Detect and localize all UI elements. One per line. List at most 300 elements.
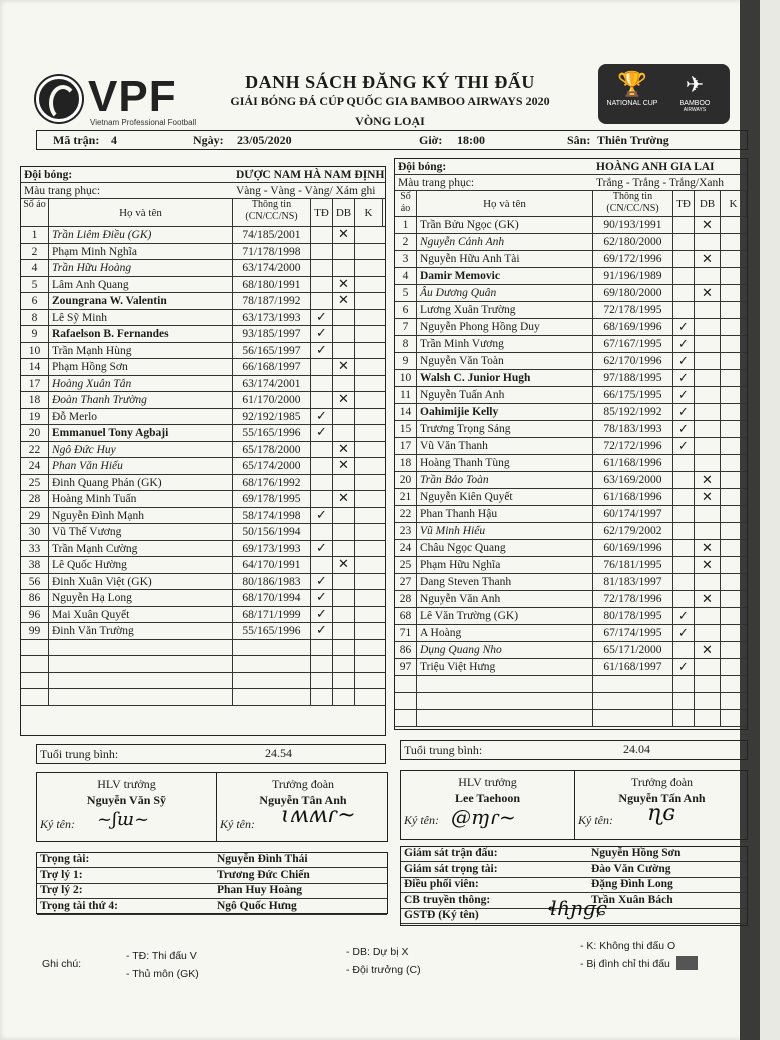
player-row: [21, 590, 385, 607]
player-db: ✕: [333, 442, 355, 458]
player-td: [673, 642, 695, 658]
legend-title: Ghi chú:: [42, 958, 82, 970]
player-info: 58/174/1998: [233, 508, 311, 524]
player-name: Phạm Minh Nghĩa: [49, 244, 233, 260]
official-name: Trần Xuân Bách: [591, 893, 673, 906]
legend-captain: - Đội trưởng (C): [346, 964, 421, 976]
player-db: [695, 336, 721, 352]
player-k: [721, 455, 747, 471]
manager-signature: ɳɢ: [647, 801, 676, 826]
header-k: K: [355, 199, 383, 226]
player-td: [673, 710, 695, 726]
empty-row: [21, 673, 385, 690]
avg-age-value: 24.54: [265, 746, 292, 760]
player-name: Đoàn Thanh Trường: [49, 392, 233, 408]
player-info: 78/183/1993: [593, 421, 673, 437]
official-label: CB truyền thông:: [404, 893, 491, 906]
cup-logo-left: [604, 70, 660, 118]
player-db: [695, 438, 721, 454]
player-row: [395, 659, 747, 676]
player-db: [695, 506, 721, 522]
player-no: 22: [395, 506, 417, 522]
head-coach-label: HLV trưởng: [97, 777, 156, 791]
player-td: [311, 392, 333, 408]
header-info: Thông tin (CN/CC/NS): [593, 191, 673, 216]
player-td: [673, 268, 695, 284]
player-td: [673, 302, 695, 318]
player-db: [333, 640, 355, 656]
official-row: [37, 869, 387, 884]
player-no: 33: [21, 541, 49, 557]
player-k: [355, 376, 383, 392]
player-td: [673, 540, 695, 556]
player-k: [721, 625, 747, 641]
player-td: [673, 506, 695, 522]
player-name: [49, 673, 233, 689]
player-k: [355, 359, 383, 375]
player-name: Phạm Hồng Sơn: [49, 359, 233, 375]
player-td: ✓: [311, 409, 333, 425]
player-k: [355, 392, 383, 408]
player-info: 63/169/2000: [593, 472, 673, 488]
player-name: Đỗ Merlo: [49, 409, 233, 425]
player-k: [721, 489, 747, 505]
player-no: 6: [21, 293, 49, 309]
avg-age-label: Tuổi trung bình:: [40, 747, 119, 761]
player-row: [21, 541, 385, 558]
player-name: Damir Memovic: [417, 268, 593, 284]
player-info: 68/176/1992: [233, 475, 311, 491]
player-k: [355, 425, 383, 441]
team-name-row: [21, 167, 385, 183]
player-db: [333, 376, 355, 392]
head-coach-name: Nguyễn Văn Sỹ: [86, 793, 167, 807]
player-name: Lê Sỹ Minh: [49, 310, 233, 326]
player-db: [333, 425, 355, 441]
player-k: [355, 409, 383, 425]
player-info: 68/169/1996: [593, 319, 673, 335]
player-db: [333, 656, 355, 672]
player-k: [355, 491, 383, 507]
player-row: [395, 642, 747, 659]
official-label: Trợ lý 2:: [40, 884, 83, 896]
player-td: [311, 640, 333, 656]
player-k: [721, 438, 747, 454]
player-no: 99: [21, 623, 49, 639]
header-db: DB: [333, 199, 355, 226]
player-info: 72/178/1995: [593, 302, 673, 318]
player-row: [395, 353, 747, 370]
player-info: 65/178/2000: [233, 442, 311, 458]
player-info: 68/170/1994: [233, 590, 311, 606]
header-name: Họ và tên: [417, 191, 593, 216]
round-label: VÒNG LOẠI: [355, 114, 425, 128]
player-row: [21, 244, 385, 261]
player-name: Nguyễn Tuấn Anh: [417, 387, 593, 403]
player-no: 28: [395, 591, 417, 607]
player-no: 24: [395, 540, 417, 556]
player-td: ✓: [673, 353, 695, 369]
player-name: Nguyễn Đình Mạnh: [49, 508, 233, 524]
signature-label: Ký tên:: [578, 813, 613, 827]
player-k: [355, 442, 383, 458]
player-name: Trần Bửu Ngọc (GK): [417, 217, 593, 233]
player-row: [395, 336, 747, 353]
player-db: [695, 710, 721, 726]
player-row: [21, 508, 385, 525]
player-db: ✕: [695, 217, 721, 233]
player-k: [721, 302, 747, 318]
player-db: [333, 623, 355, 639]
player-td: ✓: [673, 608, 695, 624]
player-info: [593, 676, 673, 692]
player-name: Walsh C. Junior Hugh: [417, 370, 593, 386]
player-k: [721, 268, 747, 284]
player-td: ✓: [673, 625, 695, 641]
player-k: [355, 541, 383, 557]
player-no: 4: [395, 268, 417, 284]
player-name: Lê Quốc Hường: [49, 557, 233, 573]
player-no: 5: [395, 285, 417, 301]
player-k: [355, 310, 383, 326]
player-name: Nguyễn Cảnh Anh: [417, 234, 593, 250]
player-db: [695, 523, 721, 539]
player-db: ✕: [333, 557, 355, 573]
player-row: [395, 404, 747, 421]
player-info: 66/168/1997: [233, 359, 311, 375]
player-name: Trần Mạnh Hùng: [49, 343, 233, 359]
player-name: A Hoàng: [417, 625, 593, 641]
head-coach-name: Lee Taehoon: [454, 791, 520, 805]
player-info: 67/167/1995: [593, 336, 673, 352]
away-manager-cell: [575, 771, 749, 839]
venue-label: Sân:: [567, 133, 591, 147]
player-k: [721, 336, 747, 352]
player-no: 15: [395, 421, 417, 437]
player-db: [333, 689, 355, 705]
official-name: Nguyễn Đình Thái: [217, 853, 308, 865]
player-k: [355, 623, 383, 639]
player-no: 7: [395, 319, 417, 335]
official-name: Đào Văn Cường: [591, 862, 671, 875]
player-no: [21, 673, 49, 689]
player-db: ✕: [333, 392, 355, 408]
team-manager-name: Nguyễn Tấn Anh: [618, 791, 706, 805]
vpf-logo: [36, 70, 206, 130]
player-no: 17: [395, 438, 417, 454]
player-no: 25: [395, 557, 417, 573]
column-header-row: [395, 191, 747, 217]
kit-value: Vàng - Vàng - Vàng/ Xám ghi: [236, 185, 376, 197]
player-k: [355, 508, 383, 524]
player-no: 86: [21, 590, 49, 606]
player-db: [333, 524, 355, 540]
player-no: [21, 640, 49, 656]
player-k: [355, 607, 383, 623]
player-k: [355, 524, 383, 540]
player-td: ✓: [673, 404, 695, 420]
player-info: 67/174/1995: [593, 625, 673, 641]
player-db: ✕: [695, 472, 721, 488]
player-no: [395, 710, 417, 726]
column-header-row: [21, 199, 385, 227]
player-k: [721, 608, 747, 624]
player-info: 80/186/1983: [233, 574, 311, 590]
player-no: 6: [395, 302, 417, 318]
head-coach-label: HLV trưởng: [458, 775, 517, 789]
player-db: [333, 541, 355, 557]
player-info: 61/168/1997: [593, 659, 673, 675]
player-info: 71/178/1998: [233, 244, 311, 260]
player-db: [695, 370, 721, 386]
player-k: [355, 293, 383, 309]
player-info: 90/193/1991: [593, 217, 673, 233]
official-label: Trọng tài thứ 4:: [40, 899, 118, 912]
competition-title: GIẢI BÓNG ĐÁ CÚP QUỐC GIA BAMBOO AIRWAYS 2020: [230, 94, 550, 108]
player-db: [333, 326, 355, 342]
empty-row: [21, 640, 385, 657]
player-info: 55/165/1996: [233, 425, 311, 441]
player-row: [21, 409, 385, 426]
player-db: [333, 607, 355, 623]
player-info: 64/170/1991: [233, 557, 311, 573]
player-row: [395, 489, 747, 506]
player-name: Đinh Xuân Việt (GK): [49, 574, 233, 590]
player-db: [333, 574, 355, 590]
player-db: ✕: [695, 285, 721, 301]
player-k: [355, 326, 383, 342]
player-db: [695, 387, 721, 403]
player-td: ✓: [673, 319, 695, 335]
player-info: 66/175/1995: [593, 387, 673, 403]
player-no: 23: [395, 523, 417, 539]
team-name-row: [395, 159, 747, 175]
sponsor-logo-subtext: AIRWAYS: [683, 107, 707, 113]
legend-goalkeeper: - Thủ môn (GK): [126, 968, 199, 980]
kit-value: Trắng - Trắng - Trắng/Xanh: [596, 177, 725, 189]
player-td: [673, 523, 695, 539]
player-no: 68: [395, 608, 417, 624]
home-coach-cell: [37, 773, 217, 841]
player-no: 8: [21, 310, 49, 326]
player-db: [333, 508, 355, 524]
player-row: [21, 425, 385, 442]
player-row: [395, 540, 747, 557]
header-db: DB: [695, 191, 721, 216]
player-no: 24: [21, 458, 49, 474]
venue-value: Thiên Trường: [597, 133, 669, 147]
player-row: [21, 607, 385, 624]
player-row: [395, 506, 747, 523]
player-info: 65/171/2000: [593, 642, 673, 658]
player-info: 60/174/1997: [593, 506, 673, 522]
player-td: ✓: [311, 590, 333, 606]
sponsor-logo: [666, 70, 724, 118]
coach-signature: ~ʃɯ~: [97, 809, 150, 830]
player-name: Trần Hữu Hoàng: [49, 260, 233, 276]
player-no: 14: [395, 404, 417, 420]
player-db: [695, 676, 721, 692]
referees-box: [36, 852, 388, 914]
player-row: [21, 310, 385, 327]
player-info: 61/168/1996: [593, 455, 673, 471]
player-name: Zoungrana W. Valentin: [49, 293, 233, 309]
player-row: [21, 574, 385, 591]
cup-logo-left-text: NATIONAL CUP: [606, 100, 658, 107]
player-info: [233, 689, 311, 705]
player-name: Nguyễn Văn Anh: [417, 591, 593, 607]
legend-suspended: - Bị đình chỉ thi đấu: [580, 958, 670, 970]
official-name: Nguyễn Hồng Sơn: [591, 847, 681, 859]
player-k: [721, 557, 747, 573]
away-staff-box: [400, 770, 748, 840]
player-no: 1: [395, 217, 417, 233]
player-info: 69/180/2000: [593, 285, 673, 301]
player-name: Rafaelson B. Fernandes: [49, 326, 233, 342]
player-row: [21, 260, 385, 277]
player-info: 62/170/1996: [593, 353, 673, 369]
player-db: [695, 319, 721, 335]
player-k: [721, 574, 747, 590]
player-no: 27: [395, 574, 417, 590]
date-label: Ngày:: [193, 133, 224, 147]
player-td: [673, 693, 695, 709]
player-name: Nguyễn Kiên Quyết: [417, 489, 593, 505]
player-info: 69/173/1993: [233, 541, 311, 557]
avg-age-label: Tuổi trung bình:: [404, 743, 483, 757]
player-row: [21, 376, 385, 393]
player-info: [593, 693, 673, 709]
empty-row: [395, 710, 747, 727]
team-name: DƯỢC NAM HÀ NAM ĐỊNH: [236, 169, 385, 181]
home-avg-age: [36, 744, 386, 764]
player-td: [311, 491, 333, 507]
player-td: ✓: [311, 574, 333, 590]
header-td: TĐ: [311, 199, 333, 226]
empty-row: [21, 689, 385, 706]
trophy-icon: 🏆: [617, 71, 647, 98]
header-k: K: [721, 191, 747, 216]
player-name: Hoàng Thanh Tùng: [417, 455, 593, 471]
player-info: 68/180/1991: [233, 277, 311, 293]
player-row: [395, 438, 747, 455]
player-k: [721, 676, 747, 692]
player-no: 22: [21, 442, 49, 458]
player-db: [695, 234, 721, 250]
player-no: 11: [395, 387, 417, 403]
player-k: [721, 540, 747, 556]
player-row: [21, 458, 385, 475]
player-k: [355, 557, 383, 573]
player-no: 19: [21, 409, 49, 425]
official-label: Giám sát trận đấu:: [404, 847, 498, 859]
player-row: [395, 523, 747, 540]
player-name: Trần Bảo Toàn: [417, 472, 593, 488]
player-no: [21, 689, 49, 705]
player-info: 78/187/1992: [233, 293, 311, 309]
coach-signature: @ɱɾ~: [451, 805, 516, 829]
ball-icon: [36, 76, 82, 122]
player-td: ✓: [311, 623, 333, 639]
player-row: [395, 421, 747, 438]
player-td: [311, 442, 333, 458]
player-td: [673, 217, 695, 233]
vpf-logo-text: VPF: [88, 72, 177, 121]
player-td: ✓: [311, 326, 333, 342]
player-row: [21, 557, 385, 574]
player-db: [333, 260, 355, 276]
player-name: [49, 656, 233, 672]
player-name: Hoàng Xuân Tân: [49, 376, 233, 392]
player-td: [673, 251, 695, 267]
player-td: ✓: [673, 370, 695, 386]
player-td: ✓: [311, 508, 333, 524]
player-td: ✓: [673, 438, 695, 454]
player-name: Emmanuel Tony Agbaji: [49, 425, 233, 441]
player-k: [355, 574, 383, 590]
player-td: [311, 293, 333, 309]
player-info: 91/196/1989: [593, 268, 673, 284]
player-k: [721, 506, 747, 522]
player-k: [355, 590, 383, 606]
player-info: 63/174/2000: [233, 260, 311, 276]
player-td: ✓: [673, 421, 695, 437]
player-row: [21, 326, 385, 343]
player-td: [311, 524, 333, 540]
player-db: [695, 625, 721, 641]
player-k: [355, 673, 383, 689]
player-name: Hoàng Minh Tuấn: [49, 491, 233, 507]
player-no: 17: [21, 376, 49, 392]
player-no: 14: [21, 359, 49, 375]
official-row: [401, 863, 747, 878]
player-k: [721, 319, 747, 335]
player-info: [593, 710, 673, 726]
official-name: Trương Đức Chiến: [217, 868, 310, 881]
player-db: [695, 574, 721, 590]
player-name: [49, 689, 233, 705]
player-no: 28: [21, 491, 49, 507]
player-k: [355, 227, 383, 243]
official-row: [401, 878, 747, 893]
player-row: [21, 227, 385, 244]
player-db: ✕: [695, 557, 721, 573]
player-row: [395, 472, 747, 489]
player-k: [721, 234, 747, 250]
kit-row: [395, 175, 747, 191]
player-name: Nguyễn Hữu Anh Tài: [417, 251, 593, 267]
player-td: [311, 359, 333, 375]
player-info: 63/174/2001: [233, 376, 311, 392]
player-info: 97/188/1995: [593, 370, 673, 386]
player-name: Trần Liêm Điều (GK): [49, 227, 233, 243]
player-info: [233, 673, 311, 689]
plane-icon: ✈: [685, 72, 705, 97]
player-td: [311, 277, 333, 293]
player-td: ✓: [673, 387, 695, 403]
player-db: [333, 475, 355, 491]
player-name: Dụng Quang Nho: [417, 642, 593, 658]
team-manager-name: Nguyễn Tân Anh: [259, 793, 347, 807]
date-value: 23/05/2020: [237, 133, 292, 147]
player-name: Ngô Đức Huy: [49, 442, 233, 458]
player-info: 56/165/1997: [233, 343, 311, 359]
player-info: 65/174/2000: [233, 458, 311, 474]
player-name: Nguyễn Phong Hồng Duy: [417, 319, 593, 335]
suspended-swatch: [676, 956, 698, 970]
header-no: Số áo: [21, 199, 49, 226]
player-no: 29: [21, 508, 49, 524]
